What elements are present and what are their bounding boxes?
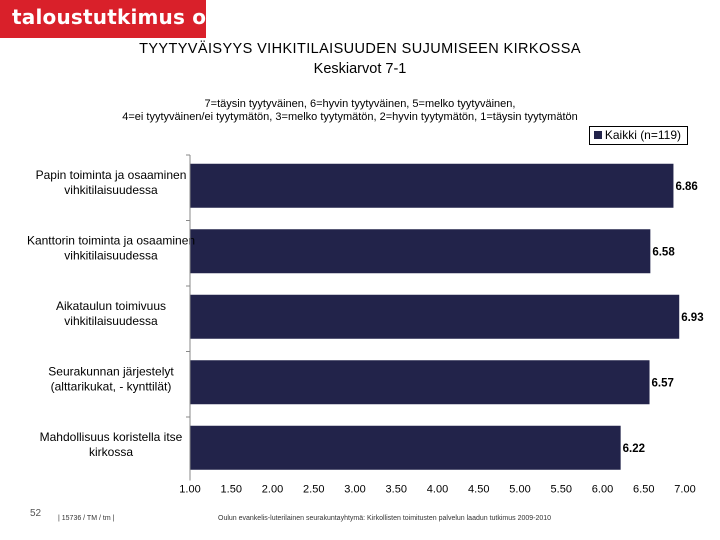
page-number: 52	[30, 508, 42, 519]
x-tick-label: 6.50	[633, 483, 655, 496]
x-tick-label: 2.50	[303, 483, 325, 496]
value-label: 6.22	[622, 442, 646, 455]
document-code: | 15736 / TM / tm |	[58, 515, 115, 522]
category-label: Aikataulun toimivuus vihkitilaisuudessa	[55, 298, 167, 328]
x-tick-label: 3.00	[344, 483, 366, 496]
bar	[190, 229, 650, 273]
x-tick-label: 3.50	[385, 483, 407, 496]
value-label: 6.86	[675, 180, 698, 193]
legend-swatch	[594, 131, 602, 139]
x-tick-label: 1.50	[220, 483, 242, 496]
category-label: Mahdollisuus koristella itse kirkossa	[39, 429, 183, 459]
logo-text: taloustutkimus oy	[12, 5, 220, 29]
bar	[190, 426, 621, 470]
chart-title: TYYTYVÄISYYS VIHKITILAISUUDEN SUJUMISEEN KIRKOSSA	[139, 41, 581, 57]
x-tick-label: 4.00	[426, 483, 449, 496]
bar	[190, 360, 650, 404]
scale-note-line2: 4=ei tyytyväinen/ei tyytymätön, 3=melko tyytymätön, 2=hyvin tyytymätön, 1=täysin tyytymätön	[122, 111, 578, 123]
company-logo	[0, 0, 220, 38]
source-note: Oulun evankelis-luterilainen seurakuntayhtymä: Kirkollisten toimitusten palvelun laadun tutkimus 2009-2010	[218, 515, 552, 522]
chart-subtitle: Keskiarvot 7-1	[313, 61, 407, 77]
legend-label: Kaikki (n=119)	[604, 128, 681, 142]
x-tick-label: 1.00	[179, 483, 201, 496]
x-tick-label: 4.50	[468, 483, 490, 496]
category-label: Kanttorin toiminta ja osaaminen vihkitilaisuudessa	[26, 233, 196, 263]
x-tick-label: 5.50	[550, 483, 572, 496]
x-tick-label: 6.00	[591, 483, 614, 496]
legend	[589, 126, 688, 145]
bar-chart	[0, 145, 720, 505]
bar	[190, 295, 679, 339]
x-tick-label: 2.00	[261, 483, 284, 496]
scale-note-line1: 7=täysin tyytyväinen, 6=hyvin tyytyväinen, 5=melko tyytyväinen,	[204, 98, 516, 110]
value-label: 6.93	[681, 311, 704, 324]
category-label: Seurakunnan järjestelyt (alttarikukat, - kynttilät)	[48, 364, 174, 394]
category-label: Papin toiminta ja osaaminen vihkitilaisuudessa	[35, 167, 187, 197]
bar	[190, 164, 673, 208]
x-tick-label: 7.00	[674, 483, 696, 496]
value-label: 6.58	[652, 246, 675, 259]
x-tick-label: 5.00	[509, 483, 531, 496]
value-label: 6.57	[651, 377, 674, 390]
